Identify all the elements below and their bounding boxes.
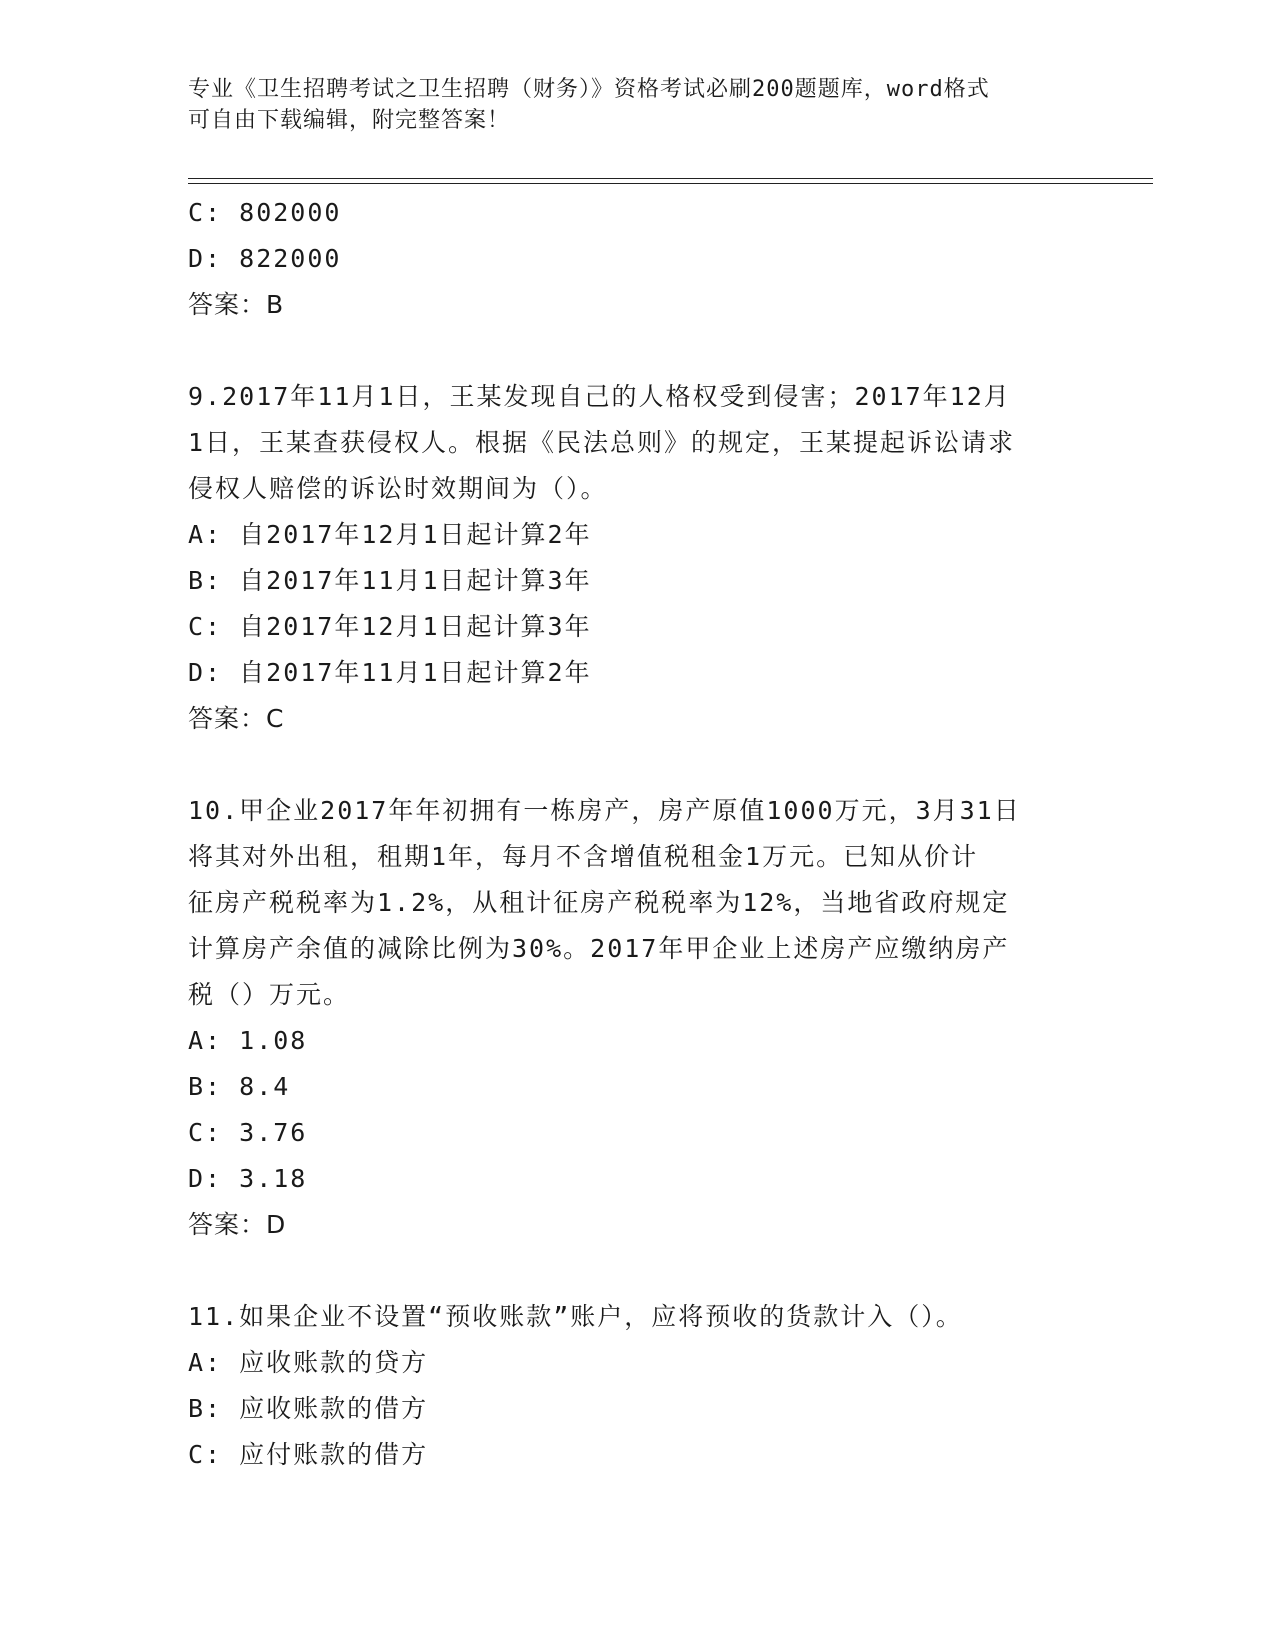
option-c: C: 应付账款的借方 <box>188 1440 429 1469</box>
option-d: D: 3.18 <box>188 1164 308 1193</box>
question-text-line: 计算房产余值的减除比例为30%。2017年甲企业上述房产应缴纳房产 <box>188 934 1010 963</box>
header-line-1: 专业《卫生招聘考试之卫生招聘（财务）》资格考试必刷200题题库，word格式 <box>188 77 990 102</box>
question-9 <box>188 374 1088 742</box>
option-b: B: 自2017年11月1日起计算3年 <box>188 566 592 595</box>
document-header <box>188 74 1088 136</box>
question-text-line: 税（）万元。 <box>188 980 351 1009</box>
option-c: C: 802000 <box>188 198 342 227</box>
option-c: C: 自2017年12月1日起计算3年 <box>188 612 592 641</box>
spacer <box>188 328 1088 374</box>
question-text-line: 9.2017年11月1日，王某发现自己的人格权受到侵害；2017年12月 <box>188 382 1011 411</box>
question-text-line: 11.如果企业不设置“预收账款”账户，应将预收的货款计入（）。 <box>188 1302 963 1331</box>
option-b: B: 8.4 <box>188 1072 291 1101</box>
option-a: A: 自2017年12月1日起计算2年 <box>188 520 592 549</box>
question-text-line: 征房产税税率为1.2%，从租计征房产税税率为12%，当地省政府规定 <box>188 888 1010 917</box>
spacer <box>188 742 1088 788</box>
header-rule-top <box>188 178 1153 179</box>
question-10 <box>188 788 1088 1248</box>
answer-line: 答案：C <box>188 704 285 733</box>
option-d: D: 822000 <box>188 244 342 273</box>
question-text-line: 将其对外出租，租期1年，每月不含增值税租金1万元。已知从价计 <box>188 842 979 871</box>
document-body <box>188 190 1088 1478</box>
option-d: D: 自2017年11月1日起计算2年 <box>188 658 592 687</box>
header-line-2: 可自由下载编辑，附完整答案！ <box>188 108 511 133</box>
question-text-line: 10.甲企业2017年年初拥有一栋房产，房产原值1000万元，3月31日 <box>188 796 1021 825</box>
option-c: C: 3.76 <box>188 1118 308 1147</box>
option-a: A: 1.08 <box>188 1026 308 1055</box>
header-rule-bottom <box>188 183 1153 184</box>
question-text-line: 侵权人赔偿的诉讼时效期间为（）。 <box>188 474 608 503</box>
spacer <box>188 1248 1088 1294</box>
question-text-line: 1日，王某查获侵权人。根据《民法总则》的规定，王某提起诉讼请求 <box>188 428 1016 457</box>
answer-line: 答案：D <box>188 1210 287 1239</box>
option-b: B: 应收账款的借方 <box>188 1394 429 1423</box>
answer-line: 答案：B <box>188 290 285 319</box>
question-11 <box>188 1294 1088 1478</box>
prev-question <box>188 190 1088 328</box>
option-a: A: 应收账款的贷方 <box>188 1348 429 1377</box>
